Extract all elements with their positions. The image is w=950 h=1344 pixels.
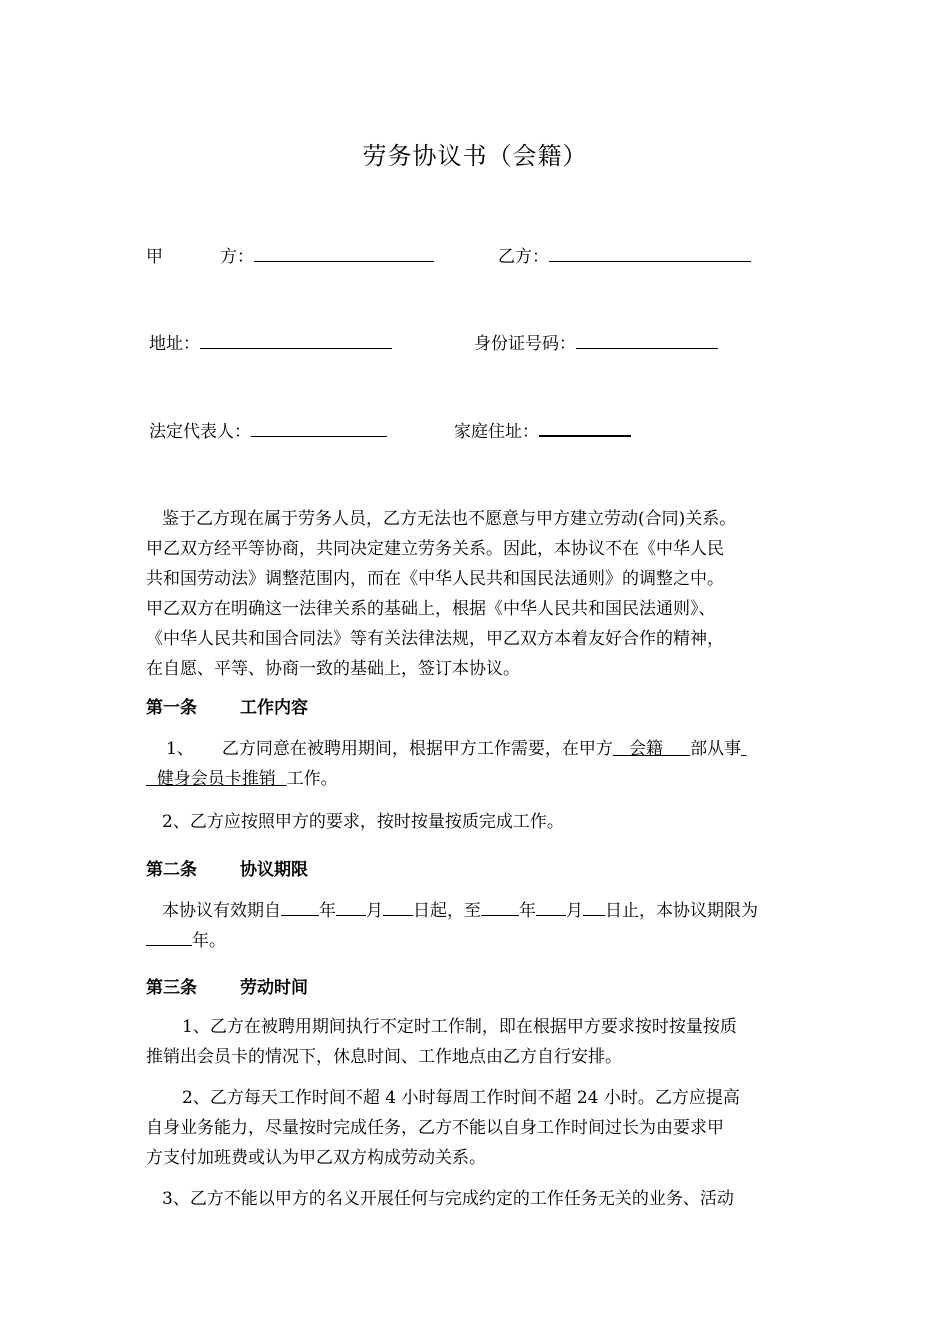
article-3-item-2 [146,1083,810,1173]
article-3-item-1 [146,1012,810,1072]
home-blank[interactable] [539,417,631,437]
rep-field [149,417,387,442]
department-blank[interactable] [613,739,690,759]
intro-line: 甲乙双方经平等协商，共同决定建立劳务关系。因此，本协议不在《中华人民 [146,539,724,559]
term-text: 年。 [192,931,226,951]
article-3-item-3 [146,1184,810,1214]
address-blank[interactable] [200,330,392,349]
article-3-title: 劳动时间 [240,978,308,998]
start-day-blank[interactable] [383,897,413,916]
party-a-field [220,242,434,267]
item-line: 3、乙方不能以甲方的名义开展任何与完成约定的工作任务无关的业务、活动 [162,1189,734,1209]
article-2-paragraph [146,896,810,956]
document-title: 劳务协议书（会籍） [362,142,588,170]
item-line: 推销出会员卡的情况下，休息时间、工作地点由乙方自行安排。 [146,1047,622,1067]
item-line: 1、乙方在被聘用期间执行不定时工作制，即在根据甲方要求按时按量按质 [182,1017,737,1037]
item-line: 自身业务能力，尽量按时完成任务，乙方不能以自身工作时间过长为由要求甲 [146,1118,724,1138]
job-blank[interactable] [146,769,287,789]
party-b-label: 乙方： [498,247,549,267]
term-text: 月 [366,901,383,921]
term-years-blank[interactable] [146,927,192,946]
article-2-number: 第二条 [146,860,197,880]
rep-label: 法定代表人： [149,422,251,442]
party-b-blank[interactable] [549,243,751,262]
article-1-number: 第一条 [146,698,197,718]
item-text-mid: 部从事 [690,739,742,759]
job-value: 健身会员卡推销 [156,769,276,789]
address-field [149,329,392,354]
article-3-heading [146,973,308,998]
item-line: 方支付加班费或认为甲乙双方构成劳动关系。 [146,1148,486,1168]
id-label: 身份证号码： [474,334,576,354]
intro-line: 甲乙双方在明确这一法律关系的基础上，根据《中华人民共和国民法通则》、 [146,599,716,619]
party-row-2 [146,329,826,357]
article-1-heading [146,693,308,718]
article-2-title: 协议期限 [240,860,308,880]
intro-line: 鉴于乙方现在属于劳务人员，乙方无法也不愿意与甲方建立劳动(合同)关系。 [162,509,737,529]
start-year-blank[interactable] [281,897,319,916]
article-2-heading [146,855,308,880]
department-value: 会籍 [629,739,664,759]
article-1-item-1 [146,734,810,794]
intro-paragraph [146,504,810,684]
address-label: 地址： [149,334,200,354]
party-row-3 [146,417,826,445]
party-a-label-2: 方： [220,247,254,267]
term-text: 日起，至 [413,901,481,921]
id-field [474,329,718,354]
term-text: 年 [519,901,536,921]
home-label: 家庭住址： [454,422,539,442]
article-1-item-2 [146,807,810,837]
term-text: 日止，本协议期限为 [605,901,758,921]
term-text: 年 [319,901,336,921]
end-month-blank[interactable] [536,897,566,916]
party-b-field [498,242,751,267]
article-1-title: 工作内容 [240,698,308,718]
article-3-number: 第三条 [146,978,197,998]
rep-blank[interactable] [251,418,387,437]
term-text: 本协议有效期自 [162,901,281,921]
term-text: 月 [566,901,583,921]
item-line: 2、乙方每天工作时间不超 4 小时每周工作时间不超 24 小时。乙方应提高 [182,1088,740,1108]
end-year-blank[interactable] [481,897,519,916]
party-row-1 [146,242,826,270]
home-field [454,417,631,442]
item-number: 1、 [166,739,194,759]
end-day-blank[interactable] [583,897,605,916]
intro-line: 《中华人民共和国合同法》等有关法律法规，甲乙双方本着友好合作的精神， [146,629,724,649]
item-text: 2、乙方应按照甲方的要求，按时按量按质完成工作。 [162,812,564,832]
intro-line: 共和国劳动法》调整范围内，而在《中华人民共和国民法通则》的调整之中。 [146,569,724,589]
id-blank[interactable] [576,330,718,349]
party-a-label-1: 甲 [146,247,163,267]
item-text-end: 工作。 [286,769,338,789]
intro-line: 在自愿、平等、协商一致的基础上，签订本协议。 [146,659,520,679]
start-month-blank[interactable] [336,897,366,916]
party-a-blank[interactable] [254,243,434,262]
item-text: 乙方同意在被聘用期间，根据甲方工作需要，在甲方 [221,739,613,759]
